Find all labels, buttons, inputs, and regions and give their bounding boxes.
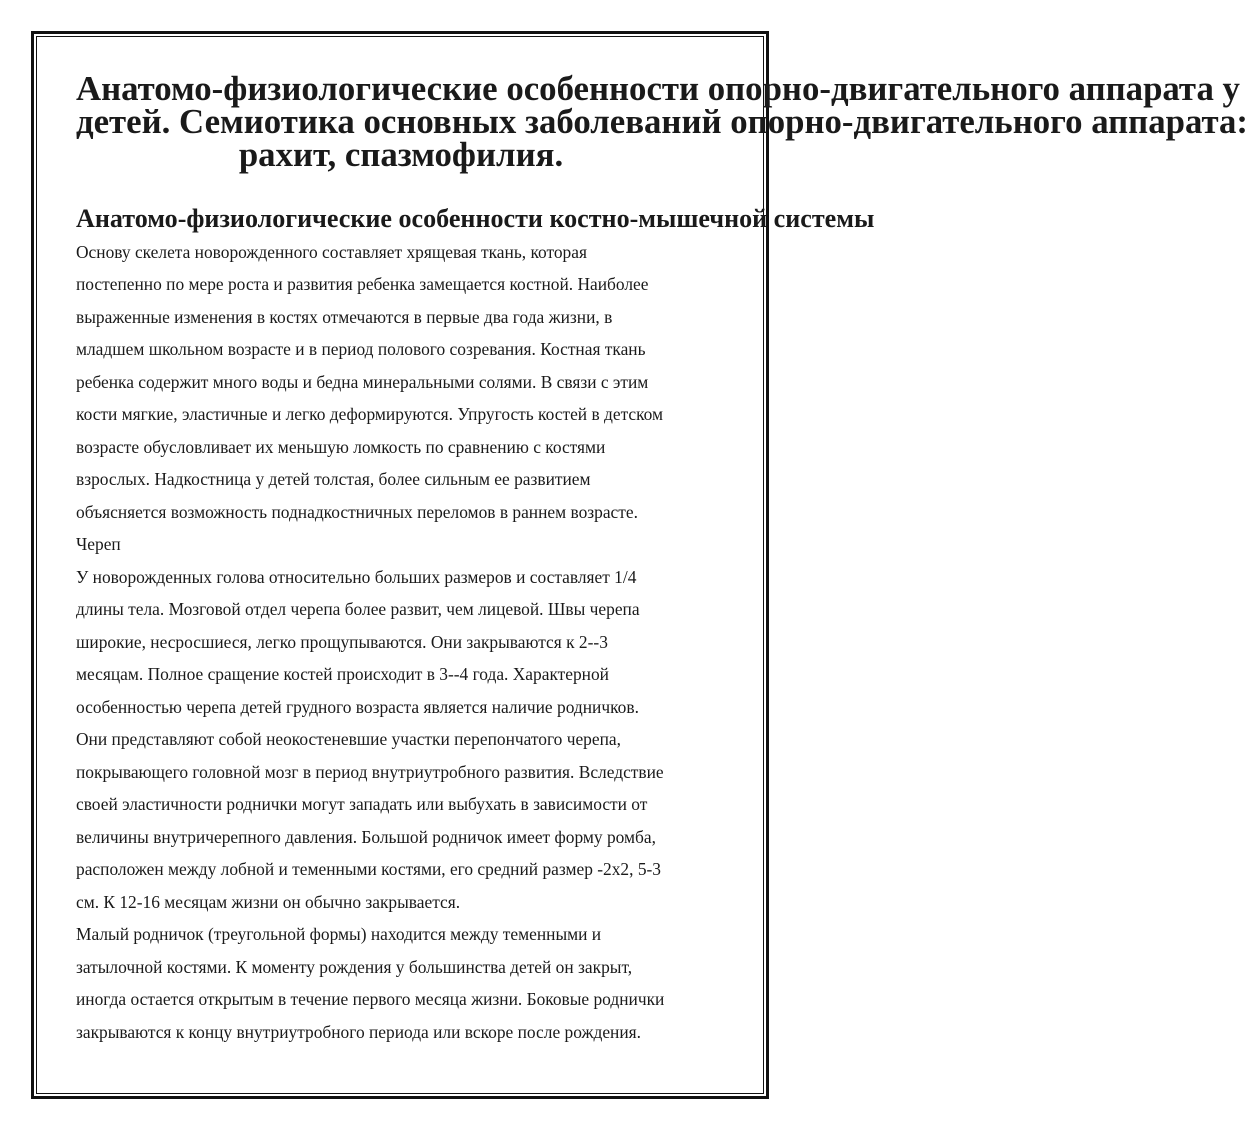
text-line: У новорожденных голова относительно больших размеров и составляет 1/4 (76, 566, 637, 587)
title-line: детей. Семиотика основных заболеваний опорно-двигательного аппарата: (76, 102, 1248, 141)
text-line: месяцам. Полное сращение костей происходит в 3--4 года. Характерной (76, 664, 609, 684)
document-body (76, 69, 1248, 1048)
text-line: Они представляют собой неокостеневшие участки перепончатого черепа, (76, 729, 621, 749)
text-line: кости мягкие, эластичные и легко деформируются. Упругость костей в детском (76, 404, 664, 424)
text-line: младшем школьном возрасте и в период полового созревания. Костная ткань (76, 339, 646, 359)
text-line: Малый родничок (треугольной формы) находится между теменными и (76, 924, 602, 944)
text-line: Основу скелета новорожденного составляет хрящевая ткань, которая (76, 241, 587, 262)
paragraph-skull (76, 561, 726, 919)
text-line: иногда остается открытым в течение первого месяца жизни. Боковые роднички (76, 989, 665, 1009)
paragraph-small-fontanelle (76, 918, 726, 1048)
text-line: особенностью черепа детей грудного возраста является наличие родничков. (76, 696, 639, 717)
text-line: затылочной костями. К моменту рождения у большинства детей он закрыт, (76, 956, 633, 977)
text-line: величины внутричерепного давления. Большой родничок имеет форму ромба, (76, 826, 656, 847)
text-line: расположен между лобной и теменными костями, его средний размер -2х2, 5-3 (76, 859, 661, 879)
subheading-skull (76, 528, 726, 561)
text-line: покрывающего головной мозг в период внутриутробного развития. Вследствие (76, 761, 664, 782)
text-line: закрываются к концу внутриутробного периода или вскоре после рождения. (76, 1021, 642, 1042)
text-line: постепенно по мере роста и развития ребенка замещается костной. Наиболее (76, 274, 649, 294)
text-line: ребенка содержит много воды и бедна минеральными солями. В связи с этим (76, 371, 649, 392)
text-line: см. К 12-16 месяцам жизни он обычно закрывается. (76, 891, 461, 912)
document-title (76, 69, 1248, 174)
text-line: взрослых. Надкостница у детей толстая, более сильным ее развитием (76, 469, 591, 489)
text-line: широкие, несросшиеся, легко прощупываются. Они закрываются к 2--3 (76, 631, 608, 652)
text-line: объясняется возможность поднадкостничных переломов в раннем возрасте. (76, 501, 638, 522)
text-line: своей эластичности роднички могут западать или выбухать в зависимости от (76, 794, 648, 814)
text-line: возрасте обусловливает их меньшую ломкость по сравнению с костями (76, 436, 606, 457)
text-line: выраженные изменения в костях отмечаются в первые два года жизни, в (76, 306, 613, 327)
title-line: Анатомо-физиологические особенности опорно-двигательного аппарата у (76, 69, 1240, 108)
title-line: рахит, спазмофилия. (238, 135, 564, 174)
text-line: Череп (76, 534, 121, 554)
section-heading: Анатомо-физиологические особенности костно-мышечной системы (76, 204, 875, 233)
text-line: длины тела. Мозговой отдел черепа более развит, чем лицевой. Швы черепа (76, 599, 640, 619)
paragraph-skeleton (76, 236, 726, 529)
